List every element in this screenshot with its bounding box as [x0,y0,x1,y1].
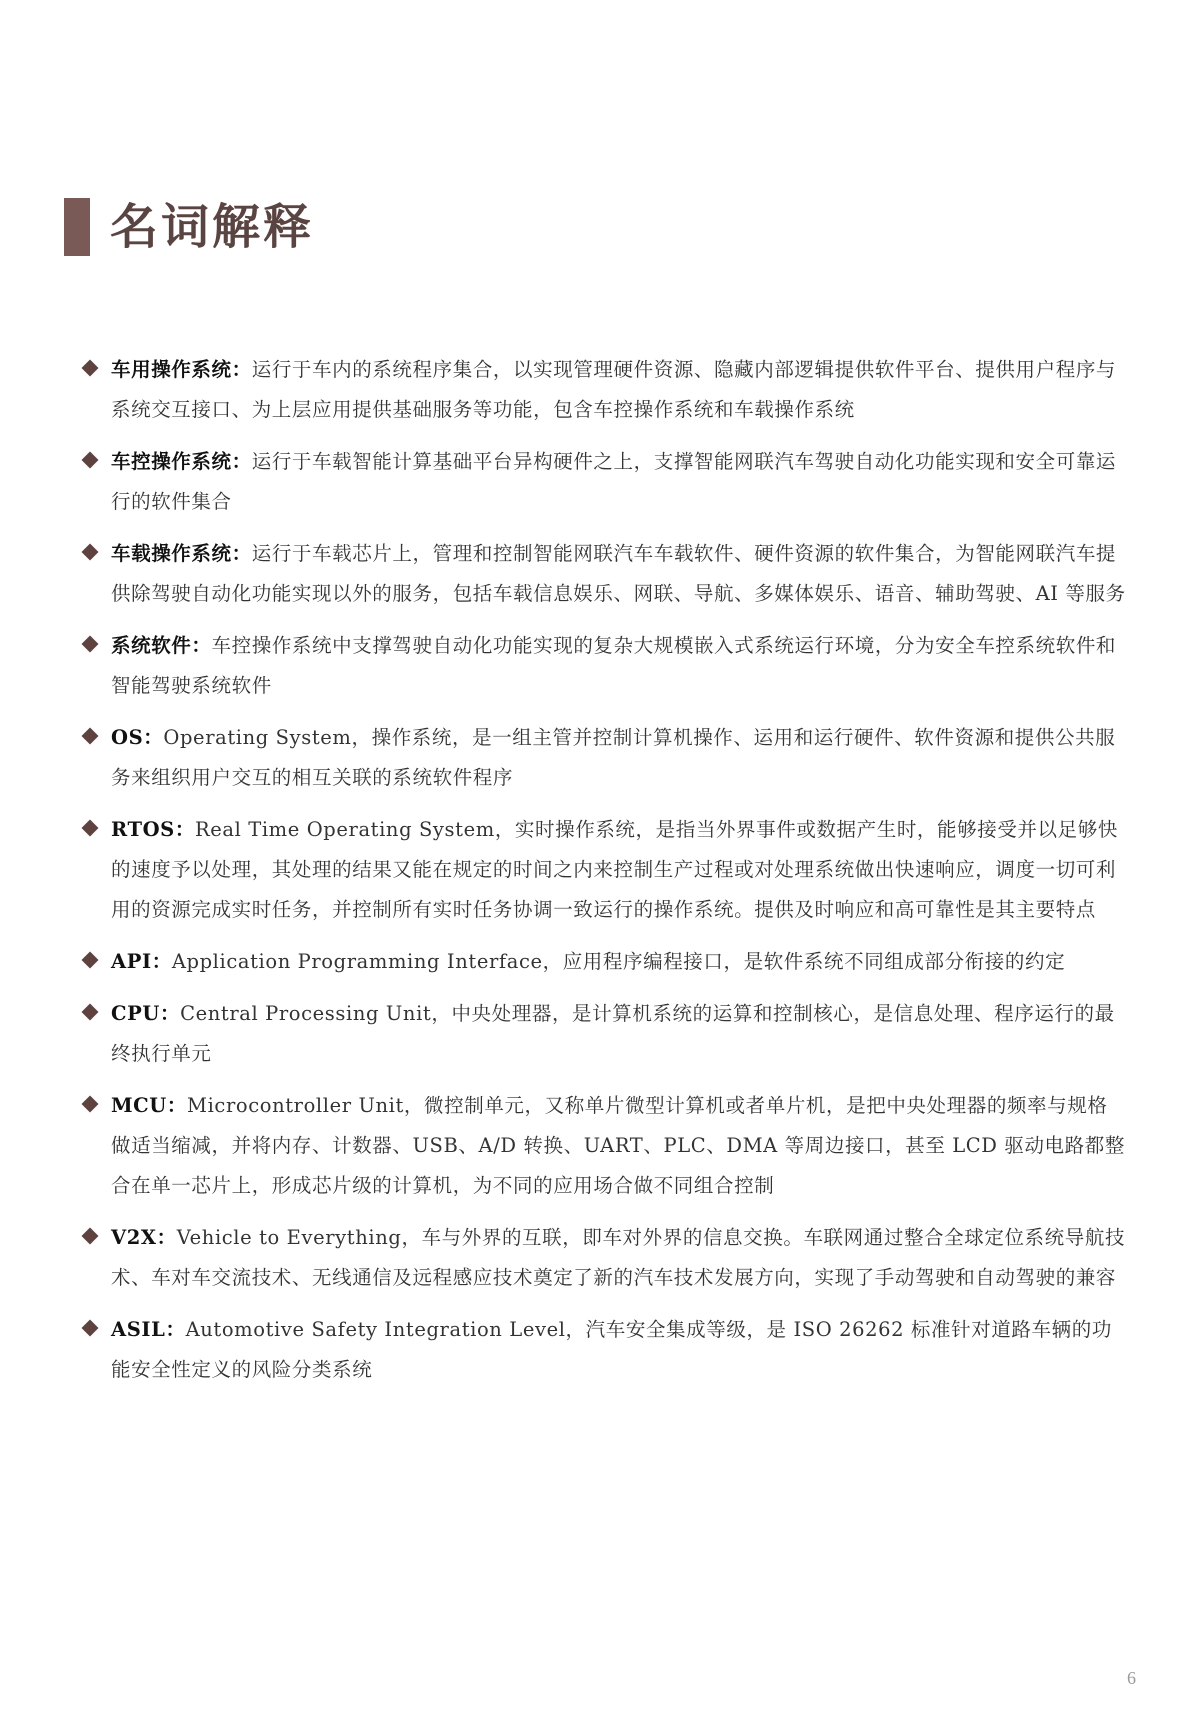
term-separator: ： [166,1094,188,1117]
glossary-definition: 运行于车载智能计算基础平台异构硬件之上，支撑智能网联汽车驾驶自动化功能实现和安全可靠运行的软件集合 [111,450,1117,513]
term-separator: ： [165,1318,186,1341]
section-accent-bar [64,198,90,256]
glossary-list [82,350,1127,1402]
glossary-term: 车载操作系统 [111,542,232,565]
glossary-definition: 车控操作系统中支撑驾驶自动化功能实现的复杂大规模嵌入式系统运行环境，分为安全车控系统软件和智能驾驶系统软件 [111,634,1117,697]
diamond-bullet-icon [82,636,99,653]
glossary-term: 车控操作系统 [111,450,232,473]
glossary-definition: 运行于车内的系统程序集合，以实现管理硬件资源、隐藏内部逻辑提供软件平台、提供用户程序与系统交互接口、为上层应用提供基础服务等功能，包含车控操作系统和车载操作系统 [111,358,1117,421]
section-title: 名词解释 [110,199,315,255]
term-separator: ： [231,450,252,473]
glossary-definition: Microcontroller Unit，微控制单元，又称单片微型计算机或者单片机，是把中央处理器的频率与规格做适当缩减，并将内存、计数器、USB、A/D 转换、UART、PLC、DMA 等周边接口，甚至 LCD 驱动电路都整合在单一芯片上，形成芯片级的计算机，为不同的应用场合做不同组合控制 [111,1094,1125,1197]
diamond-bullet-icon [82,1320,99,1337]
page-number: 6 [1127,1668,1136,1688]
term-separator: ： [151,950,172,973]
glossary-item [82,534,1127,614]
diamond-bullet-icon [82,544,99,561]
glossary-term: V2X [111,1226,157,1249]
diamond-bullet-icon [82,1096,99,1113]
diamond-bullet-icon [82,1228,99,1245]
glossary-definition: Operating System，操作系统，是一组主管并控制计算机操作、运用和运行硬件、软件资源和提供公共服务来组织用户交互的相互关联的系统软件程序 [111,726,1116,789]
glossary-item [82,350,1127,430]
term-separator: ： [156,1226,177,1249]
term-separator: ： [160,1002,181,1025]
term-separator: ： [231,542,252,565]
glossary-item [82,718,1127,798]
diamond-bullet-icon [82,1004,99,1021]
diamond-bullet-icon [82,820,99,837]
glossary-term: API [111,950,152,973]
glossary-definition: Real Time Operating System，实时操作系统，是指当外界事件或数据产生时，能够接受并以足够快的速度予以处理，其处理的结果又能在规定的时间之内来控制生产过程或对处理系统做出快速响应，调度一切可利用的资源完成实时任务，并控制所有实时任务协调一致运行的操作系统。提供及时响应和高可靠性是其主要特点 [111,818,1118,921]
term-separator: ： [231,358,252,381]
glossary-definition: Vehicle to Everything，车与外界的互联，即车对外界的信息交换。车联网通过整合全球定位系统导航技术、车对车交流技术、无线通信及远程感应技术奠定了新的汽车技术发展方向，实现了手动驾驶和自动驾驶的兼容 [111,1226,1126,1289]
glossary-term: MCU [111,1094,167,1117]
diamond-bullet-icon [82,360,99,377]
glossary-item [82,942,1127,982]
glossary-item [82,442,1127,522]
section-header [64,198,314,256]
diamond-bullet-icon [82,952,99,969]
diamond-bullet-icon [82,728,99,745]
glossary-item [82,810,1127,930]
glossary-item [82,626,1127,706]
glossary-definition: Application Programming Interface，应用程序编程接口，是软件系统不同组成部分衔接的约定 [171,950,1066,973]
glossary-term: OS [111,726,144,749]
glossary-term: CPU [111,1002,160,1025]
diamond-bullet-icon [82,452,99,469]
glossary-term: ASIL [111,1318,166,1341]
term-separator: ： [143,726,164,749]
glossary-item [82,1218,1127,1298]
glossary-item [82,1086,1127,1206]
glossary-term: RTOS [111,818,175,841]
glossary-term: 车用操作系统 [111,358,232,381]
glossary-term: 系统软件 [111,634,192,657]
glossary-item [82,994,1127,1074]
glossary-item [82,1310,1127,1390]
glossary-definition: 运行于车载芯片上，管理和控制智能网联汽车车载软件、硬件资源的软件集合，为智能网联汽车提供除驾驶自动化功能实现以外的服务，包括车载信息娱乐、网联、导航、多媒体娱乐、语音、辅助驾驶、AI 等服务 [111,542,1126,605]
term-separator: ： [191,634,212,657]
glossary-definition: Automotive Safety Integration Level，汽车安全集成等级，是 ISO 26262 标准针对道路车辆的功能安全性定义的风险分类系统 [111,1318,1112,1381]
term-separator: ： [174,818,195,841]
glossary-definition: Central Processing Unit，中央处理器，是计算机系统的运算和控制核心，是信息处理、程序运行的最终执行单元 [111,1002,1115,1065]
